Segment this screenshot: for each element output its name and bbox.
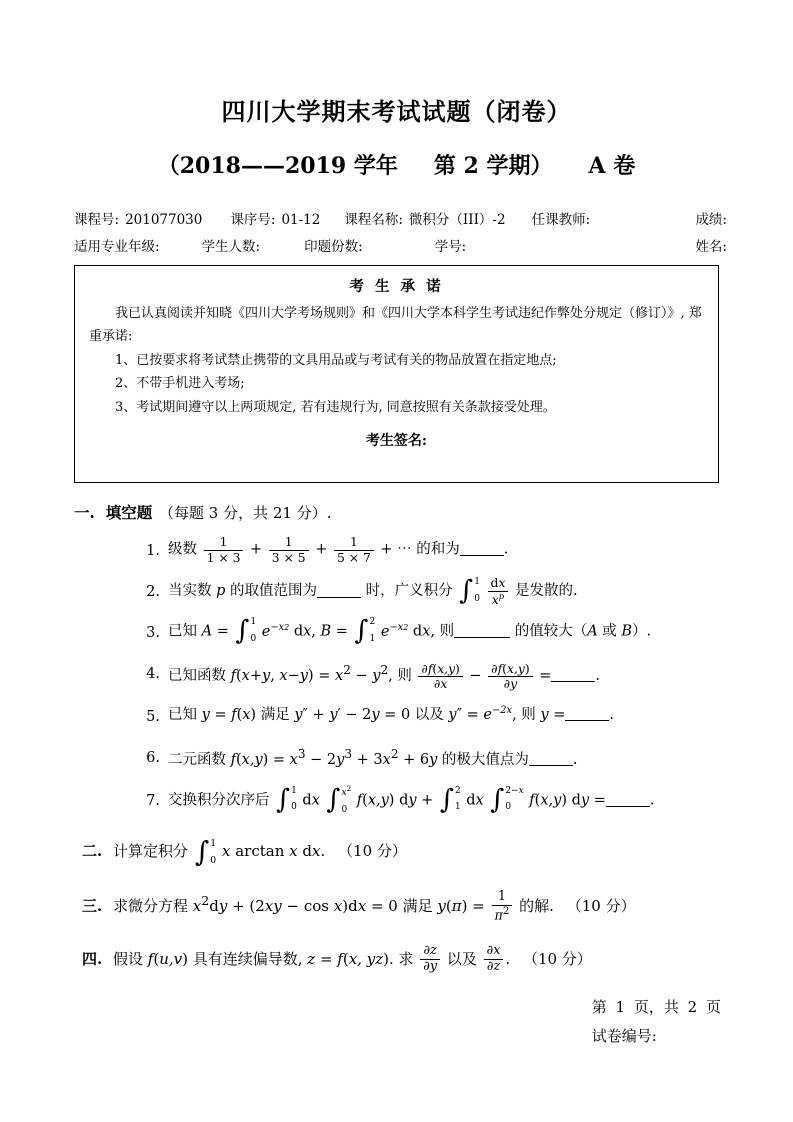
question-number: 4. <box>146 666 160 683</box>
question-text: 已知函数 f(x+y, $x-y) = x^2 - y^2$, 则 $\frac{\partial f(x,y)}{\partial x}$ − $\frac{\partial f(x,y)}{\partial y}$ = . <box>168 661 600 691</box>
question-number: 6. <box>146 750 160 767</box>
answer-blank[interactable] <box>317 583 361 598</box>
list-item <box>138 535 719 566</box>
section-three-label: 三. <box>82 896 103 915</box>
section-two: 二. 计算定积分 ∫ 1 0 x arctan x dx. （10 分） <box>82 834 407 868</box>
fraction: $\frac{\partial f(x,y)}{\partial y}$ <box>488 662 532 691</box>
page-prefix: 第 <box>591 998 607 1016</box>
question-number: 7. <box>146 793 160 809</box>
exam-meta <box>0 208 793 255</box>
section-four-points: （10 分） <box>522 949 592 968</box>
signature-label: 考生签名: <box>365 433 428 450</box>
seq-value: 01-12 <box>281 212 321 228</box>
fraction: $\frac{\partial x}{\partial z}$ <box>484 944 504 974</box>
question-text: 二元函数 $f(x,y) = x^3 - 2y^3 + 3x^2 + 6y$ 的极大值点为 . <box>168 747 578 768</box>
page-mid: 页，共 <box>633 998 679 1016</box>
list-item <box>138 617 719 648</box>
fraction: $\frac{\partial f(x,y)}{\partial x}$ <box>418 662 462 691</box>
page-title: 四川大学期末考试试题（闭卷） <box>221 97 572 126</box>
answer-blank[interactable] <box>529 751 573 766</box>
section-one-title: 填空题 <box>105 502 153 522</box>
page-total: 2 <box>687 998 698 1016</box>
fraction: $\frac{1}{3 \times 5}$ <box>269 535 309 564</box>
section-two-points: （10 分） <box>338 842 407 860</box>
section-three: 三. 求微分方程 $x^2dy + (2xy - \cos x)dx = 0$ 满足 y(π) = $\frac{1}{\pi^2}$ 的解. （10 分） <box>82 888 636 923</box>
exam-body <box>74 501 719 975</box>
teacher-label: 任课教师: <box>531 212 591 228</box>
question-text: 当实数 p 的取值范围为 时，广义积分 ∫ 1 0 $\frac{dx}{x^p}$ 是发散的. <box>168 575 578 607</box>
page-indicator <box>592 993 721 1022</box>
page-suffix: 页 <box>705 998 721 1016</box>
integral: ∫ $x^2$ 0 <box>326 784 352 816</box>
exam-paper-type: A 卷 <box>588 153 636 179</box>
list-item <box>138 701 719 732</box>
student-no-label: 学号: <box>434 239 467 255</box>
page-footer <box>592 993 721 1050</box>
promise-paragraph: 我已认真阅读并知晓《四川大学考场规则》和《四川大学本科学生考试违纪作弊处分规定（修订）》, 郑重承诺: <box>89 306 702 345</box>
question-number: 5. <box>146 709 160 726</box>
page-current: 1 <box>615 998 626 1016</box>
question-text: 交换积分次序后 ∫ 1 0 dx ∫ $x^2$ 0 f(x,y) dy + ∫ 2 1 dx ∫ 2−x 0 f(x,y) dy = . <box>168 783 655 816</box>
course-no-label: 课程号: <box>74 212 120 228</box>
promise-item-2: 2、不带手机进入考场; <box>115 376 245 392</box>
integral: ∫ 2 1 <box>354 615 376 647</box>
answer-blank[interactable] <box>606 792 650 807</box>
candidate-promise-box <box>74 265 719 483</box>
list-item <box>138 658 719 691</box>
promise-item-3: 3、考试期间遵守以上两项规定, 若有违规行为, 同意按照有关条款接受处理。 <box>115 399 556 415</box>
seq-label: 课序号: <box>230 212 276 228</box>
section-one-header <box>74 501 719 526</box>
exam-term: 第 2 学期） <box>433 153 553 179</box>
section-three-points: （10 分） <box>566 896 636 915</box>
fraction: $\frac{1}{1 \times 3}$ <box>204 535 244 564</box>
answer-blank[interactable] <box>460 541 504 556</box>
question-text: 已知 A = ∫ 1 0 $e^{-x2}$ dx, B = ∫ 2 1 $e^{-x2}$ dx, 则 的值较大（A 或 B）. <box>168 615 652 647</box>
meta-row-1 <box>74 208 727 228</box>
fraction: $\frac{dx}{x^p}$ <box>488 576 509 606</box>
section-two-text: 计算定积分 <box>113 842 189 860</box>
section-four-label: 四. <box>82 949 103 968</box>
students-label: 学生人数: <box>201 239 261 255</box>
major-label: 适用专业年级: <box>74 239 160 255</box>
section-two-label: 二. <box>82 842 103 860</box>
question-list <box>74 535 719 816</box>
section-one-label: 一. <box>74 502 95 522</box>
list-item <box>138 576 719 607</box>
fraction: $\frac{1}{\pi^2}$ <box>492 890 513 924</box>
student-name-label: 姓名: <box>695 239 727 255</box>
course-no-value: 201077030 <box>125 212 203 228</box>
fraction: $\frac{1}{5 \times 7}$ <box>334 535 374 564</box>
integral: ∫ 1 0 <box>459 575 480 607</box>
answer-blank[interactable] <box>565 707 609 722</box>
fraction: $\frac{\partial z}{\partial y}$ <box>420 944 440 974</box>
section-one-note: （每题 3 分，共 21 分）. <box>158 503 332 522</box>
integral: ∫ 2 1 <box>439 783 461 815</box>
list-item <box>138 785 719 816</box>
list-item <box>138 742 719 775</box>
question-number: 1. <box>146 543 160 560</box>
score-label: 成绩: <box>695 212 727 228</box>
exam-year: （2018——2019 学年 <box>157 153 398 179</box>
integral: ∫ 1 0 <box>276 783 297 815</box>
question-number: 3. <box>146 625 160 642</box>
question-text: 级数 $\frac{1}{1 \times 3}$ + $\frac{1}{3 \times 5}$ + $\frac{1}{5 \times 7}$ + ⋯ 的和为 . <box>168 535 509 565</box>
course-name-label: 课程名称: <box>344 212 403 228</box>
section-four: 四. 假设 f(u,v) 具有连续偏导数, z = f(x, yz). 求 $\frac{\partial z}{\partial y}$ 以及 $\frac{\partial x}{\partial z}$ . （10 分） <box>82 943 592 975</box>
answer-blank[interactable] <box>454 623 510 638</box>
question-number: 2. <box>146 584 160 601</box>
promise-title: 考 生 承 诺 <box>349 278 444 295</box>
exam-subtitle <box>0 149 793 180</box>
question-text: 已知 y = f(x) 满足 y″ + y′ − 2y = 0 以及 $y'' = e^{-2x}$, 则 y = . <box>168 705 614 724</box>
integral: ∫ 1 0 <box>194 834 217 868</box>
copies-label: 印题份数: <box>304 239 363 255</box>
course-name-value: 微积分（III）-2 <box>408 212 506 228</box>
paper-no-label: 试卷编号: <box>591 1026 657 1045</box>
integral: ∫ 2−x 0 <box>490 783 524 815</box>
integral: ∫ 1 0 <box>235 615 257 647</box>
promise-item-1: 1、已按要求将考试禁止携带的文具用品或与考试有关的物品放置在指定地点; <box>115 352 557 368</box>
meta-row-2 <box>74 235 727 255</box>
answer-blank[interactable] <box>551 668 595 683</box>
